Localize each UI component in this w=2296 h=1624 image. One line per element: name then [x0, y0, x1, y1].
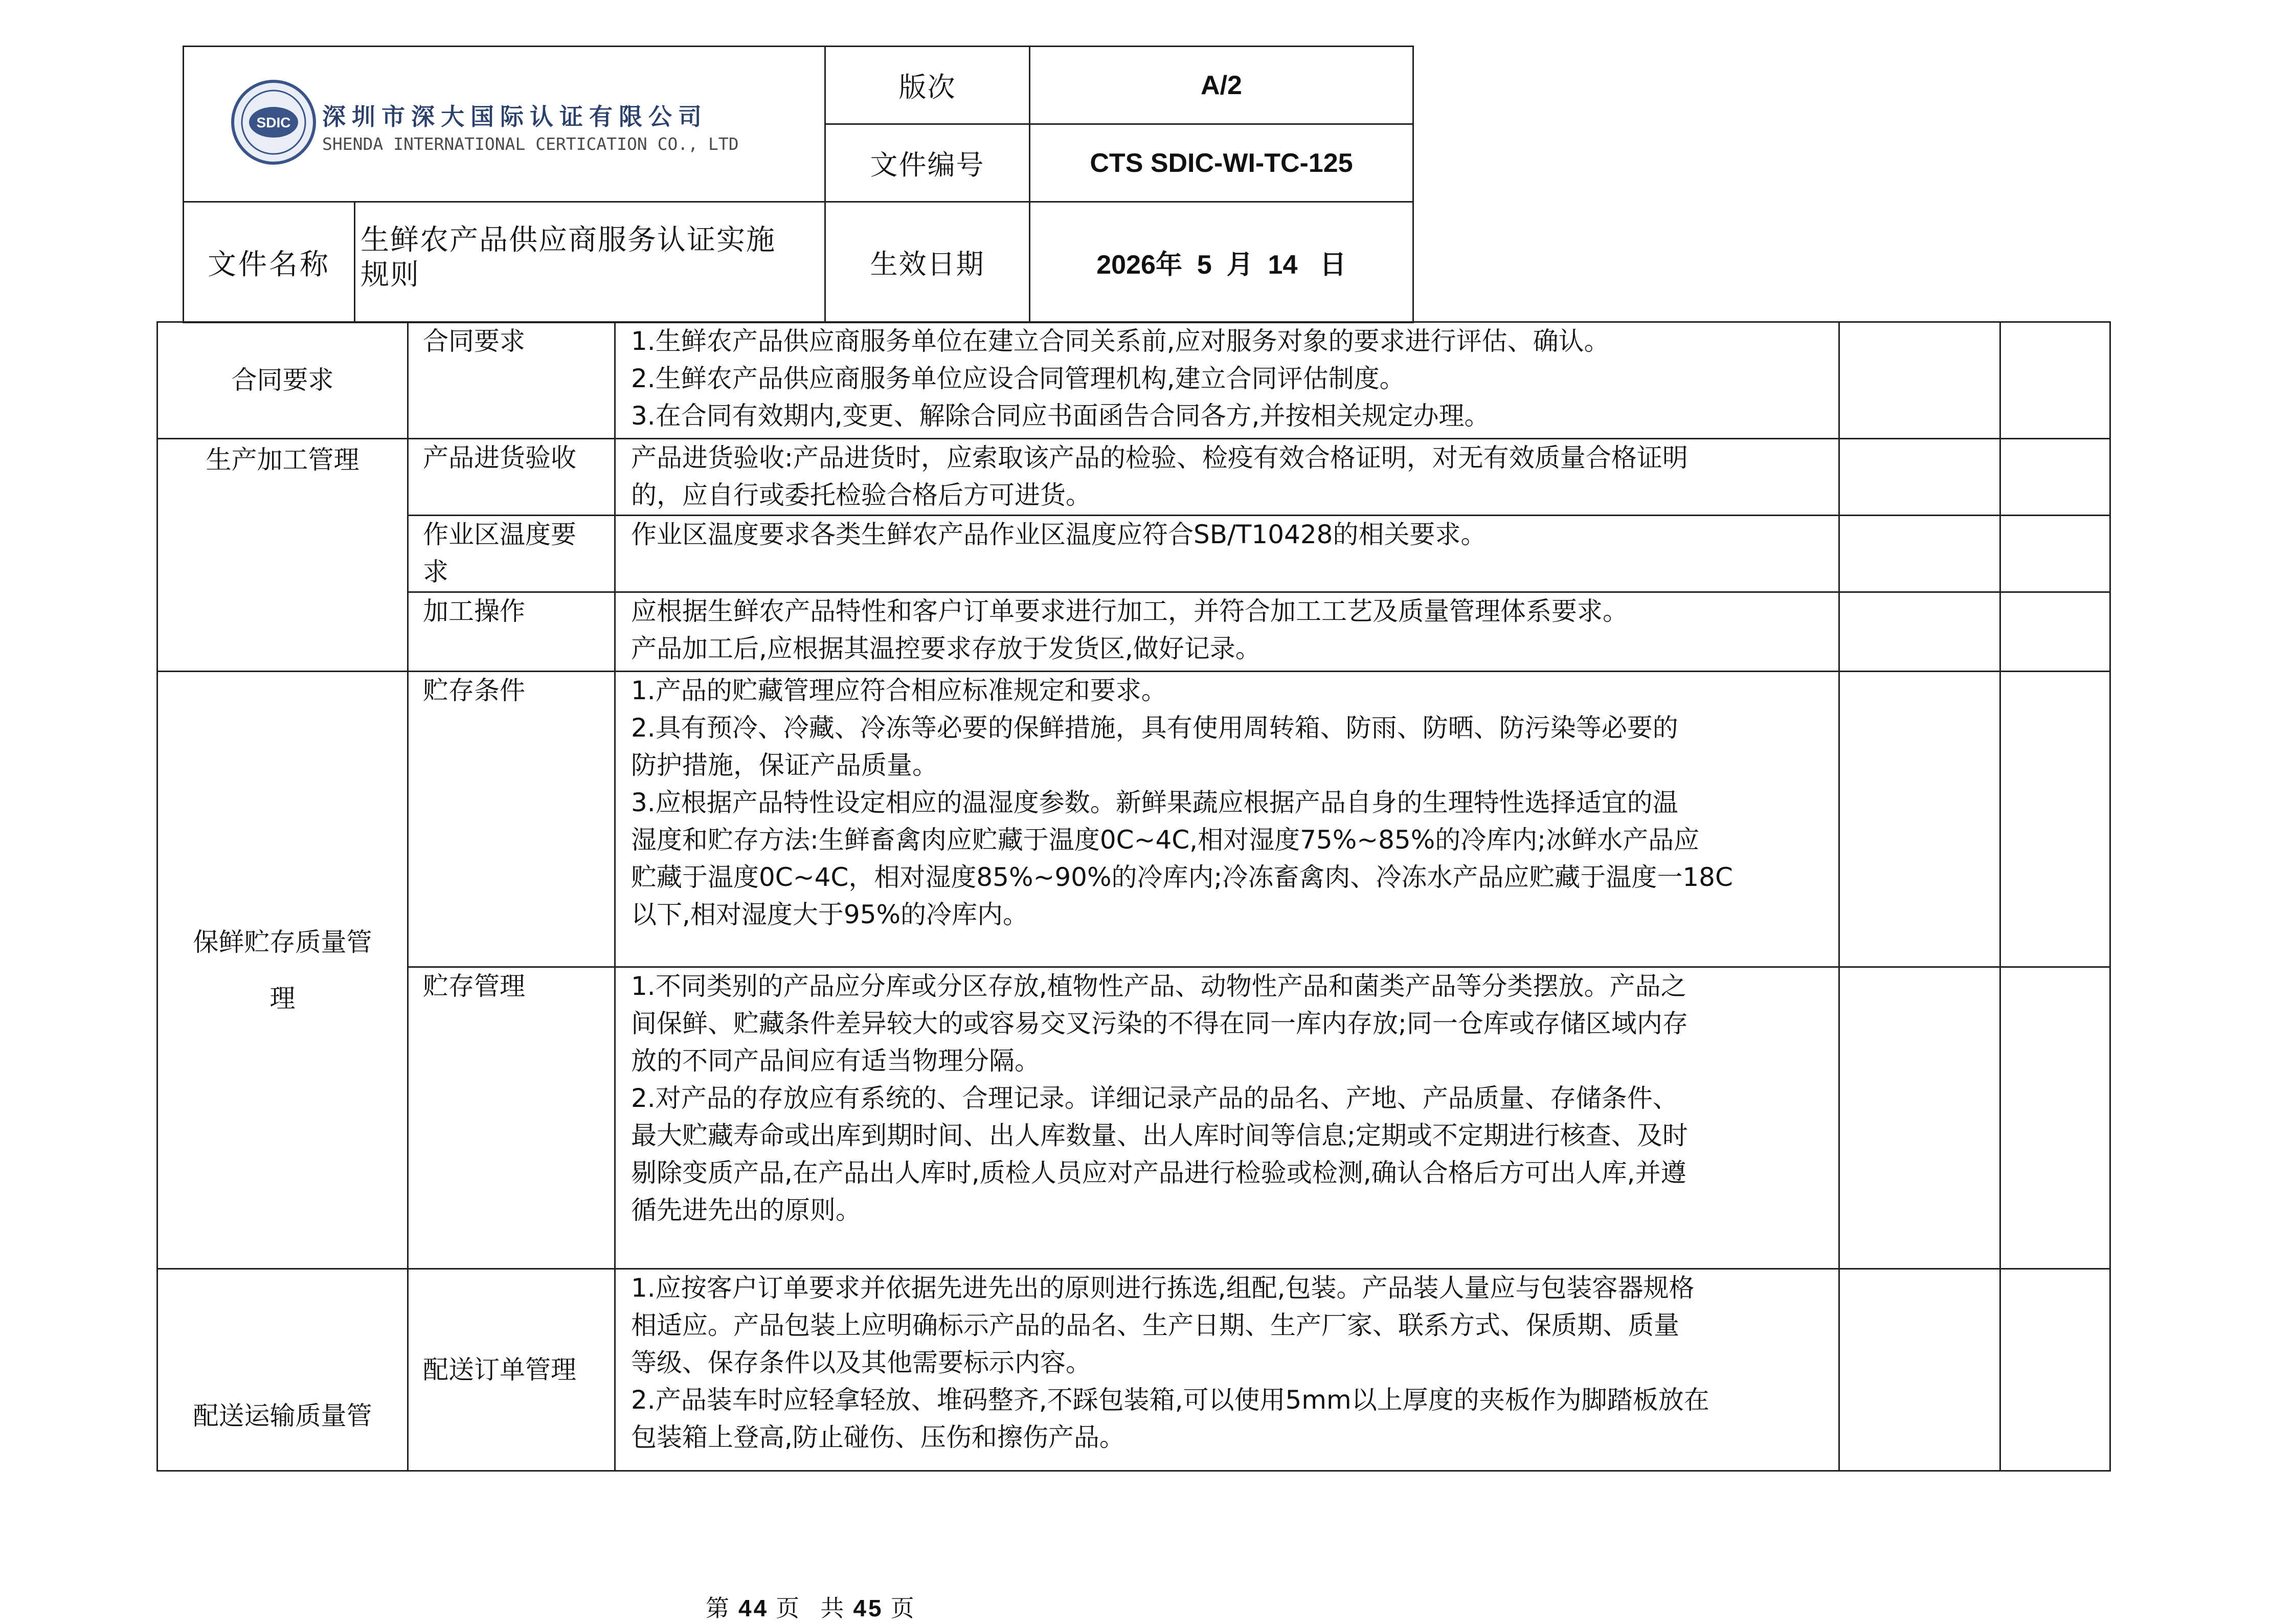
content-line: 2.具有预冷、冷藏、冷冻等必要的保鲜措施，具有使用周转箱、防雨、防晒、防污染等必要的: [631, 713, 1678, 743]
blank-cell: [1839, 592, 2000, 672]
blank-cell: [1839, 322, 2000, 439]
content-line: 1.不同类别的产品应分库或分区存放,植物性产品、动物性产品和菌类产品等分类摆放。产品之: [631, 971, 1686, 1001]
content-line: 包装箱上登高,防止碰伤、压伤和擦伤产品。: [631, 1422, 1125, 1452]
blank-cell: [1839, 439, 2000, 516]
blank-cell: [2000, 439, 2110, 516]
content-line: 相适应。产品包装上应明确标示产品的品名、生产日期、生产厂家、联系方式、保质期、质量: [631, 1310, 1679, 1340]
page-prefix: 第: [706, 1594, 731, 1622]
table-row: [157, 439, 2110, 516]
filename-value: [355, 202, 825, 323]
table-row: [157, 322, 2110, 439]
docno-label: 文件编号: [825, 124, 1030, 202]
category-cell: 配送运输质量管: [157, 1269, 408, 1471]
item-cell: [408, 516, 615, 592]
total-pages: 45: [853, 1595, 884, 1621]
content-line: 1.生鲜农产品供应商服务单位在建立合同关系前,应对服务对象的要求进行评估、确认。: [631, 326, 1610, 356]
effective-date-label: 生效日期: [825, 202, 1030, 323]
content-line: 应根据生鲜农产品特性和客户订单要求进行加工，并符合加工工艺及质量管理体系要求。: [631, 596, 1628, 626]
table-row: [157, 1269, 2110, 1471]
blank-cell: [2000, 672, 2110, 967]
requirements-table: [156, 321, 2111, 1472]
filename-label: 文件名称: [184, 202, 355, 323]
content-line: 湿度和贮存方法:生鲜畜禽肉应贮藏于温度0C~4C,相对湿度75%~85%的冷库内;冰鲜水产品应: [631, 825, 1700, 855]
content-line: 2.对产品的存放应有系统的、合理记录。详细记录产品的品名、产地、产品质量、存储条件、: [631, 1083, 1678, 1113]
blank-cell: [1839, 967, 2000, 1269]
content-line: 防护措施，保证产品质量。: [631, 750, 938, 780]
filename-text: 生鲜农产品供应商服务认证实施规则: [361, 224, 776, 292]
content-line: 剔除变质产品,在产品出人库时,质检人员应对产品进行检验或检测,确认合格后方可出人库,并遵: [631, 1158, 1686, 1188]
content-line: 1.产品的贮藏管理应符合相应标准规定和要求。: [631, 676, 1167, 705]
content-line: 产品加工后,应根据其温控要求存放于发货区,做好记录。: [631, 634, 1261, 663]
content-line: 以下,相对湿度大于95%的冷库内。: [631, 900, 1029, 929]
item-cell: 配送订单管理: [408, 1269, 615, 1471]
content-cell: [615, 516, 1839, 592]
company-logo: [230, 79, 793, 181]
content-line: 最大贮藏寿命或出库到期时间、出人库数量、出人库时间等信息;定期或不定期进行核查、及时: [631, 1121, 1688, 1150]
content-cell: [615, 439, 1839, 516]
category-cell: 生产加工管理: [157, 439, 408, 672]
table-row: [157, 592, 2110, 672]
content-line: 循先进先出的原则。: [631, 1195, 861, 1225]
content-line: 2.产品装车时应轻拿轻放、堆码整齐,不踩包装箱,可以使用5mm以上厚度的夹板作为脚踏板放在: [631, 1385, 1709, 1415]
content-cell: [615, 672, 1839, 967]
content-cell: [615, 322, 1839, 439]
category-line: 理: [269, 983, 296, 1013]
blank-cell: [1839, 1269, 2000, 1471]
content-line: 间保鲜、贮藏条件差异较大的或容易交叉污染的不得在同一库内存放;同一仓库或存储区域内存: [631, 1009, 1688, 1038]
content-cell: [615, 1269, 1839, 1471]
table-row: [157, 967, 2110, 1269]
company-logo-cell: [184, 47, 825, 202]
table-row: [157, 516, 2110, 592]
category-line: 保鲜贮存质量管: [193, 927, 372, 957]
category-cell: 合同要求: [157, 322, 408, 439]
company-name-en: SHENDA INTERNATIONAL CERTICATION CO., LTD: [322, 134, 739, 154]
item-line: 作业区温度要: [423, 520, 576, 549]
blank-cell: [1839, 672, 2000, 967]
item-line: 求: [423, 557, 448, 587]
content-line: 3.应根据产品特性设定相应的温湿度参数。新鲜果蔬应根据产品自身的生理特性选择适宜的温: [631, 788, 1678, 817]
current-page: 44: [738, 1595, 769, 1621]
content-cell: [615, 967, 1839, 1269]
item-cell: 贮存管理: [408, 967, 615, 1269]
blank-cell: [2000, 592, 2110, 672]
blank-cell: [2000, 1269, 2110, 1471]
item-cell: 产品进货验收: [408, 439, 615, 516]
page-mid: 页 共: [776, 1594, 846, 1622]
table-row: [157, 672, 2110, 967]
blank-cell: [1839, 516, 2000, 592]
content-line: 等级、保存条件以及其他需要标示内容。: [631, 1348, 1091, 1377]
blank-cell: [2000, 322, 2110, 439]
item-cell: 加工操作: [408, 592, 615, 672]
content-line: 的，应自行或委托检验合格后方可进货。: [631, 480, 1091, 510]
content-line: 放的不同产品间应有适当物理分隔。: [631, 1046, 1040, 1076]
version-value: A/2: [1030, 47, 1413, 124]
item-cell: 贮存条件: [408, 672, 615, 967]
item-cell: 合同要求: [408, 322, 615, 439]
content-cell: [615, 592, 1839, 672]
company-name-cn: 深圳市深大国际认证有限公司: [322, 103, 708, 130]
version-label: 版次: [825, 47, 1030, 124]
effective-date-value: 2026年 5 月 14 日: [1030, 202, 1413, 323]
logo-seal-text: SDIC: [256, 115, 291, 130]
page-suffix: 页: [890, 1594, 916, 1622]
category-cell: [157, 672, 408, 1269]
sdic-seal-icon: [230, 79, 317, 166]
content-line: 产品进货验收:产品进货时，应索取该产品的检验、检疫有效合格证明，对无有效质量合格证明: [631, 443, 1688, 473]
blank-cell: [2000, 967, 2110, 1269]
blank-cell: [2000, 516, 2110, 592]
content-line: 1.应按客户订单要求并依据先进先出的原则进行拣选,组配,包装。产品装人量应与包装容器规格: [631, 1273, 1695, 1303]
document-header: [183, 46, 1414, 323]
docno-value: CTS SDIC-WI-TC-125: [1030, 124, 1413, 202]
content-line: 2.生鲜农产品供应商服务单位应设合同管理机构,建立合同评估制度。: [631, 364, 1405, 393]
content-line: 3.在合同有效期内,变更、解除合同应书面函告合同各方,并按相关规定办理。: [631, 401, 1490, 431]
content-line: 贮藏于温度0C~4C，相对湿度85%~90%的冷库内;冷冻畜禽肉、冷冻水产品应贮藏于温度一18C: [631, 862, 1733, 892]
page-number: [706, 1590, 916, 1623]
content-line: 作业区温度要求各类生鲜农产品作业区温度应符合SB/T10428的相关要求。: [631, 520, 1487, 549]
